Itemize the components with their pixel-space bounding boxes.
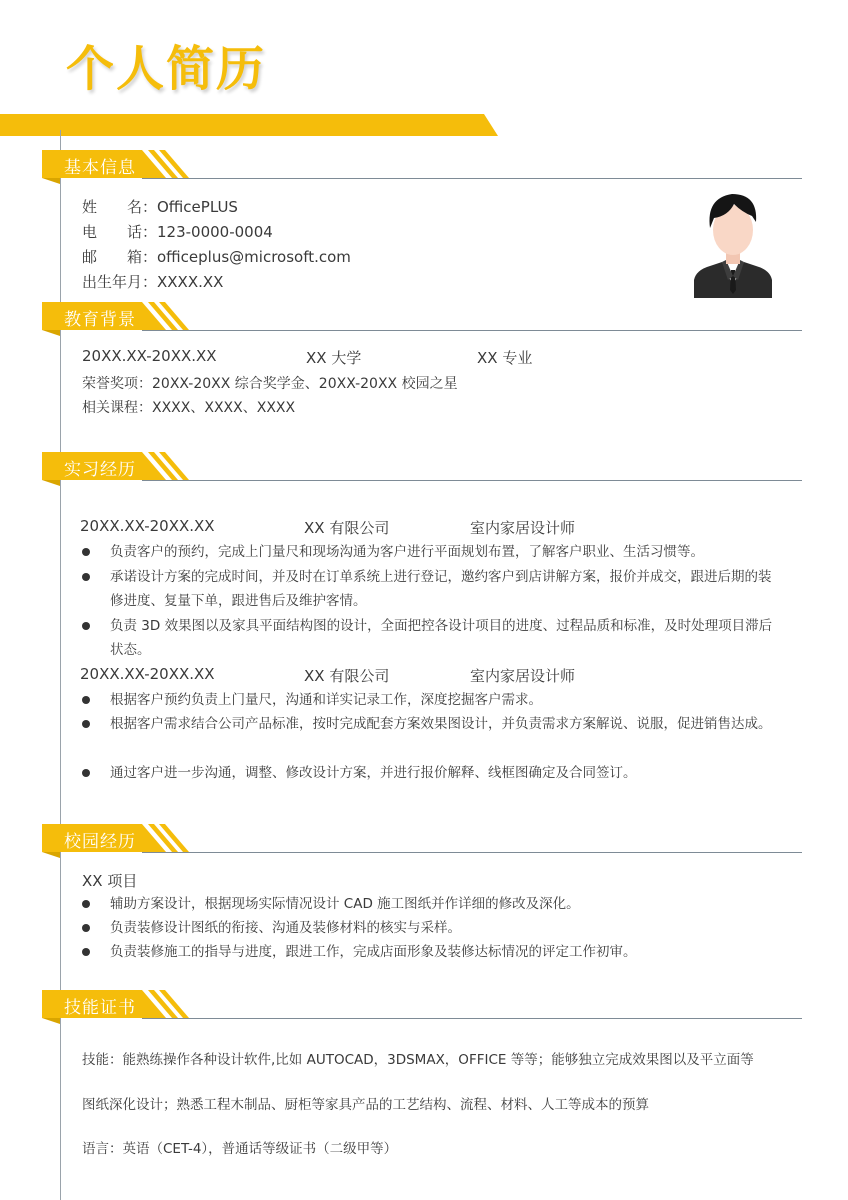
skills-language: 语言：英语（CET-4），普通话等级证书（二级甲等） (82, 1141, 398, 1157)
internship-1-role: 室内家居设计师 (470, 519, 576, 537)
education-courses: 相关课程：XXXX、XXXX、XXXX (82, 400, 296, 416)
section-header-campus (42, 822, 802, 862)
internship-1-company: XX 有限公司 (304, 519, 390, 537)
list-item: 辅助方案设计，根据现场实际情况设计 CAD 施工图纸并作详细的修改及深化。 (82, 892, 782, 916)
bullet-dot-icon (82, 573, 90, 581)
person-avatar-icon (692, 190, 774, 298)
education-period: 20XX.XX-20XX.XX (82, 347, 217, 365)
campus-project: XX 项目 (82, 872, 138, 890)
bullet-dot-icon (82, 900, 90, 908)
education-honors: 荣誉奖项：20XX-20XX 综合奖学金、20XX-20XX 校园之星 (82, 376, 458, 392)
bullet-dot-icon (82, 948, 90, 956)
section-title: 基本信息 (64, 158, 136, 178)
basic-email: 邮 箱：officeplus@microsoft.com (82, 248, 351, 266)
section-divider (142, 852, 802, 853)
list-item: 根据客户需求结合公司产品标准，按时完成配套方案效果图设计，并负责需求方案解说、说服，促进销售达成。 (82, 712, 782, 736)
title-accent-bar (0, 114, 500, 136)
section-title: 校园经历 (64, 832, 136, 852)
list-item: 负责客户的预约，完成上门量尺和现场沟通为客户进行平面规划布置，了解客户职业、生活习惯等。 (82, 540, 782, 564)
section-divider (142, 480, 802, 481)
basic-name: 姓 名：OfficePLUS (82, 198, 238, 216)
education-major: XX 专业 (477, 349, 533, 367)
list-item: 负责装修设计图纸的衔接、沟通及装修材料的核实与采样。 (82, 916, 782, 940)
internship-2-role: 室内家居设计师 (470, 667, 576, 685)
section-divider (142, 330, 802, 331)
bullet-dot-icon (82, 696, 90, 704)
section-header-basic (42, 148, 802, 188)
timeline-vertical-line (60, 130, 61, 1200)
section-title: 技能证书 (64, 998, 136, 1018)
list-item: 根据客户预约负责上门量尺，沟通和详实记录工作，深度挖掘客户需求。 (82, 688, 782, 712)
internship-2-period: 20XX.XX-20XX.XX (80, 665, 215, 683)
section-title: 实习经历 (64, 460, 136, 480)
section-header-skills (42, 988, 802, 1028)
bullet-dot-icon (82, 622, 90, 630)
section-header-education (42, 300, 802, 340)
section-title: 教育背景 (64, 310, 136, 330)
basic-phone: 电 话：123-0000-0004 (82, 223, 273, 241)
skills-line-2: 图纸深化设计；熟悉工程木制品、厨柜等家具产品的工艺结构、流程、材料、人工等成本的预算 (82, 1097, 649, 1113)
section-header-internship (42, 450, 802, 490)
bullet-dot-icon (82, 924, 90, 932)
resume-title: 个人简历 (66, 41, 267, 97)
list-item: 承诺设计方案的完成时间，并及时在订单系统上进行登记，邀约客户到店讲解方案，报价并成交，跟进后期的装修进度、复量下单，跟进售后及维护客情。 (82, 565, 782, 613)
list-item: 通过客户进一步沟通，调整、修改设计方案，并进行报价解释、线框图确定及合同签订。 (82, 761, 782, 785)
list-item: 负责装修施工的指导与进度，跟进工作，完成店面形象及装修达标情况的评定工作初审。 (82, 940, 782, 964)
internship-1-period: 20XX.XX-20XX.XX (80, 517, 215, 535)
education-school: XX 大学 (306, 349, 362, 367)
bullet-dot-icon (82, 720, 90, 728)
basic-birth: 出生年月：XXXX.XX (82, 273, 224, 291)
section-divider (142, 178, 802, 179)
skills-line-1: 技能：能熟练操作各种设计软件,比如 AUTOCAD，3DSMAX，OFFICE 等等；能够独立完成效果图以及平立面等 (82, 1052, 754, 1068)
list-item: 负责 3D 效果图以及家具平面结构图的设计，全面把控各设计项目的进度、过程品质和标准，及时处理项目滞后状态。 (82, 614, 782, 662)
bullet-dot-icon (82, 769, 90, 777)
bullet-dot-icon (82, 548, 90, 556)
section-divider (142, 1018, 802, 1019)
internship-2-company: XX 有限公司 (304, 667, 390, 685)
